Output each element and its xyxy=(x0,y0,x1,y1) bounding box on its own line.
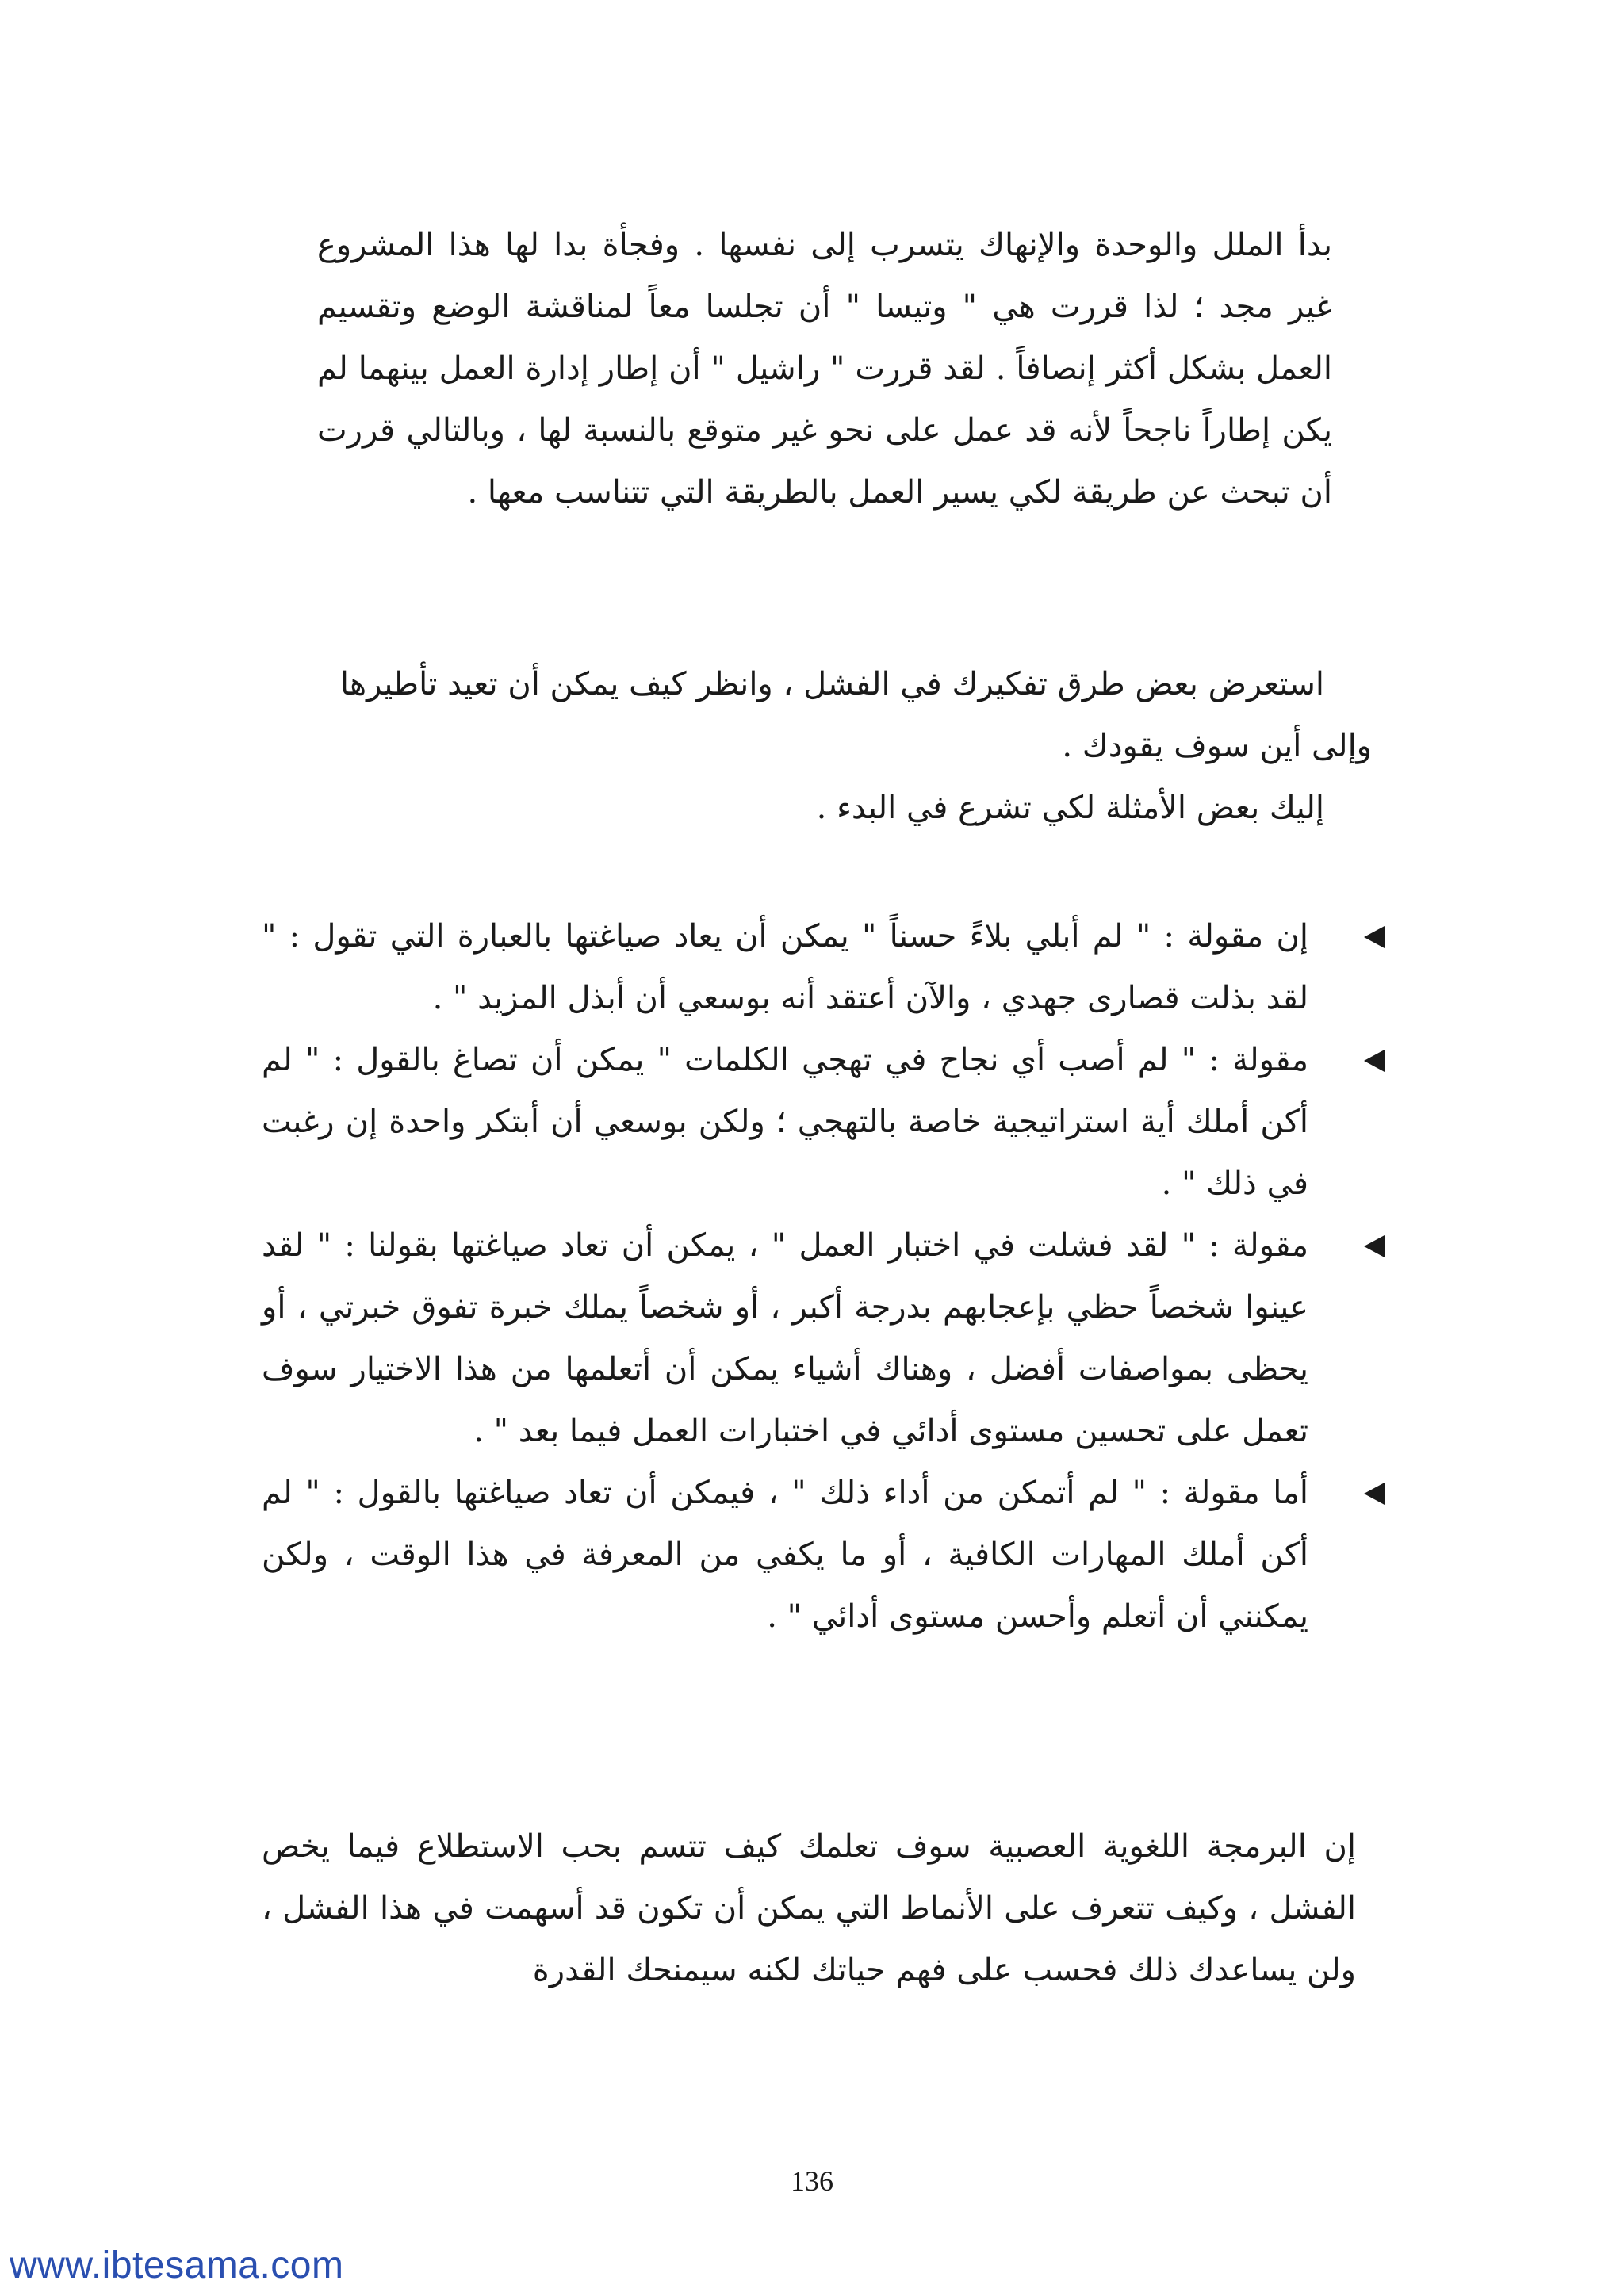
paragraph-reframe-line-1: استعرض بعض طرق تفكيرك في الفشل ، وانظر كيف يمكن أن تعيد تأطيرها xyxy=(339,666,1324,702)
triangle-bullet-icon xyxy=(1364,1050,1385,1072)
triangle-bullet-icon xyxy=(1364,1235,1385,1257)
reframe-examples-list xyxy=(262,905,1388,1647)
triangle-bullet-icon xyxy=(1364,926,1385,948)
list-item xyxy=(262,1215,1388,1462)
page-number: 136 xyxy=(791,2165,833,2197)
list-item-text: مقولة : " لقد فشلت في اختبار العمل " ، يمكن أن تعاد صياغتها بقولنا : " لقد عينوا شخصاً حظي بإعجابهم بدرجة أكبر ، أو شخصاً يملك خبرة تفوق خبرتي ، أو يحظى بمواصفات أفضل ، وهناك أشياء يمكن أن أتعلمها من هذا الاختيار سوف تعمل على تحسين مستوى أدائي في اختبارات العمل فيما بعد " . xyxy=(262,1227,1309,1449)
paragraph-reframe-line-3: إليك بعض الأمثلة لكي تشرع في البدء . xyxy=(816,790,1324,826)
paragraph-nlp-curiosity: إن البرمجة اللغوية العصبية سوف تعلمك كيف تتسم بحب الاستطلاع فيما يخص الفشل ، وكيف تتعرف على الأنماط التي يمكن أن تكون قد أسهمت في هذا الفشل ، ولن يساعدك ذلك فحسب على فهم حياتك لكنه سيمنحك القدرة xyxy=(262,1828,1356,1988)
list-item xyxy=(262,1029,1388,1215)
list-item xyxy=(262,905,1388,1029)
list-item-text: أما مقولة : " لم أتمكن من أداء ذلك " ، فيمكن أن تعاد صياغتها بالقول : " لم أكن أملك المهارات الكافية ، أو ما يكفي من المعرفة في هذا الوقت ، ولكن يمكنني أن أتعلم وأحسن مستوى أدائي " . xyxy=(262,1475,1308,1635)
triangle-bullet-icon xyxy=(1364,1483,1385,1505)
list-item xyxy=(262,1462,1388,1647)
paragraph-reframe-intro xyxy=(270,653,1372,839)
list-item-text: إن مقولة : " لم أبلي بلاءً حسناً " يمكن أن يعاد صياغتها بالعبارة التي تقول : " لقد بذلت قصارى جهدي ، والآن أعتقد أنه بوسعي أن أبذل المزيد " . xyxy=(262,918,1308,1016)
watermark-url: www.ibtesama.com xyxy=(10,2244,344,2286)
paragraph-rachel-story: بدأ الملل والوحدة والإنهاك يتسرب إلى نفسها . وفجأة بدا لها هذا المشروع غير مجد ؛ لذا قررت هي " وتيسا " أن تجلسا معاً لمناقشة الوضع وتقسيم العمل بشكل أكثر إنصافاً . لقد قررت " راشيل " أن إطار إدارة العمل بينهما لم يكن إطاراً ناجحاً لأنه قد عمل على نحو غير متوقع بالنسبة لها ، وبالتالي قررت أن تبحث عن طريقة لكي يسير العمل بالطريقة التي تتناسب معها . xyxy=(317,227,1333,511)
paragraph-reframe-line-2: وإلى أين سوف يقودك . xyxy=(1062,728,1372,764)
list-item-text: مقولة : " لم أصب أي نجاح في تهجي الكلمات " يمكن أن تصاغ بالقول : " لم أكن أملك أية استراتيجية خاصة بالتهجي ؛ ولكن بوسعي أن أبتكر واحدة إن رغبت في ذلك " . xyxy=(262,1042,1308,1202)
